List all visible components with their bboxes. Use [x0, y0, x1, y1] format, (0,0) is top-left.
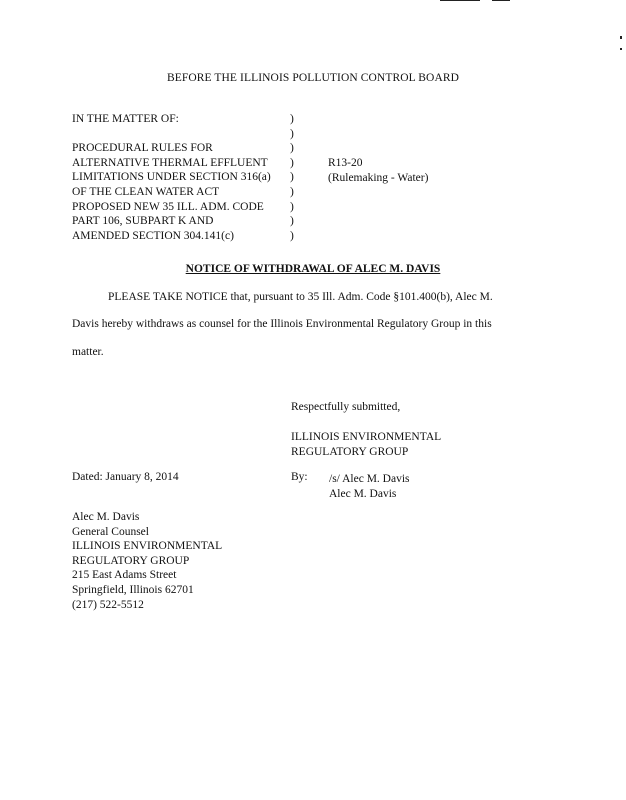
docket-type: (Rulemaking - Water) [328, 171, 429, 184]
signer-name: Alec M. Davis [329, 487, 397, 500]
caption-paren: ) [290, 185, 294, 198]
caption-line: OF THE CLEAN WATER ACT [72, 185, 220, 198]
caption-parens-column [290, 112, 294, 243]
dated-line: Dated: January 8, 2014 [72, 471, 179, 483]
caption-line: PROCEDURAL RULES FOR [72, 142, 213, 155]
board-heading: BEFORE THE ILLINOIS POLLUTION CONTROL BOARD [166, 72, 460, 84]
address-line: (217) 522-5512 [72, 598, 144, 611]
docket-number: R13-20 [328, 157, 363, 169]
address-line: 215 East Adams Street [72, 569, 177, 582]
scan-artifact-top-2 [492, 0, 510, 1]
by-label: By: [291, 471, 308, 483]
caption-paren: ) [290, 229, 294, 242]
body-line-1: PLEASE TAKE NOTICE that, pursuant to 35 Ill. Adm. Code §101.400(b), Alec M. [108, 291, 493, 303]
caption-line: AMENDED SECTION 304.141(c) [72, 229, 234, 242]
address-line: REGULATORY GROUP [72, 554, 190, 567]
signature-lines [329, 472, 410, 501]
address-line: Springfield, Illinois 62701 [72, 583, 194, 596]
caption-paren: ) [290, 215, 294, 228]
body-line-2: Davis hereby withdraws as counsel for the Illinois Environmental Regulatory Group in this [72, 318, 492, 330]
electronic-signature: /s/ Alec M. Davis [329, 473, 410, 485]
body-line-3: matter. [72, 346, 104, 358]
address-line: Alec M. Davis [72, 511, 140, 523]
address-line: ILLINOIS ENVIRONMENTAL [72, 540, 223, 553]
caption-paren: ) [290, 200, 294, 213]
caption-line: ALTERNATIVE THERMAL EFFLUENT [72, 156, 268, 169]
docket-block [328, 156, 428, 185]
caption-paren: ) [290, 127, 294, 140]
caption-line: LIMITATIONS UNDER SECTION 316(a) [72, 171, 271, 184]
caption-paren: ) [290, 171, 294, 184]
caption-paren: ) [290, 156, 294, 169]
caption-left-block [72, 112, 271, 243]
notice-title: NOTICE OF WITHDRAWAL OF ALEC M. DAVIS [185, 263, 441, 275]
caption-line: IN THE MATTER OF: [72, 113, 179, 125]
scan-artifact-top [440, 0, 480, 1]
org-line: ILLINOIS ENVIRONMENTAL [291, 431, 442, 443]
address-line: General Counsel [72, 525, 149, 538]
scan-artifact-right-2 [620, 48, 622, 50]
org-line: REGULATORY GROUP [291, 445, 409, 458]
caption-paren: ) [290, 113, 294, 125]
caption-line: PROPOSED NEW 35 ILL. ADM. CODE [72, 200, 264, 213]
caption-line [72, 127, 271, 142]
signature-org-block [291, 430, 441, 459]
closing-text: Respectfully submitted, [291, 401, 401, 413]
caption-line: PART 106, SUBPART K AND [72, 215, 214, 228]
caption-paren: ) [290, 142, 294, 155]
scan-artifact-right [620, 36, 622, 39]
address-block [72, 510, 222, 612]
